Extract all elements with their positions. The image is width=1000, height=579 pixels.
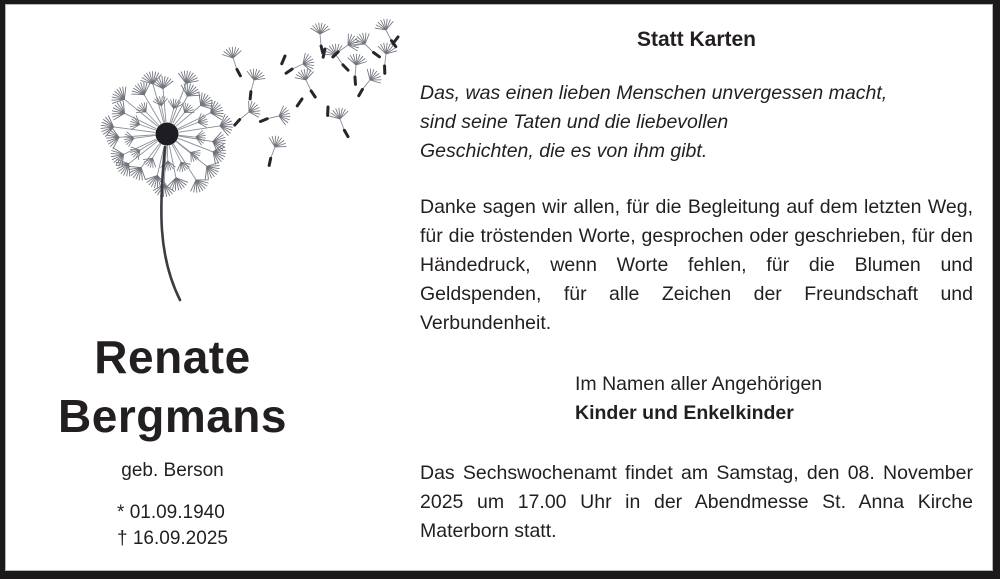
notice-text-column xyxy=(420,4,973,546)
death-date: † 16.09.2025 xyxy=(117,528,228,549)
statt-karten-heading: Statt Karten xyxy=(636,28,757,51)
epigraph-line-1: Das, was einen lieben Menschen unvergessen macht, xyxy=(420,82,888,104)
deceased-block xyxy=(5,328,340,552)
birth-date: * 01.09.1940 xyxy=(117,502,225,523)
epigraph-line-3: Geschichten, die es von ihm gibt. xyxy=(420,140,708,162)
deceased-name xyxy=(5,328,340,446)
maiden-name: geb. Berson xyxy=(121,460,224,481)
signature-line: Im Namen aller Angehörigen xyxy=(575,373,823,395)
signature-block xyxy=(575,370,973,428)
deceased-first-name: Renate xyxy=(94,331,251,383)
dandelion-illustration xyxy=(5,4,425,319)
family-line: Kinder und Enkelkinder xyxy=(575,402,794,424)
thanks-paragraph: Danke sagen wir allen, für die Begleitung auf dem letzten Weg, für die tröstenden Worte, gesprochen oder geschrieben, für den Händedruck, wenn Worte fehlen, für die Blumen und Geldspenden, für alle Zeichen der Freundschaft und Verbundenheit. xyxy=(420,196,973,334)
epigraph xyxy=(420,79,973,166)
life-dates xyxy=(117,500,228,552)
service-paragraph: Das Sechswochenamt findet am Samstag, den 08. November 2025 um 17.00 Uhr in der Abendmesse St. Anna Kirche Materborn statt. xyxy=(420,462,973,542)
deceased-last-name: Bergmans xyxy=(58,390,287,442)
epigraph-line-2: sind seine Taten und die liebevollen xyxy=(420,111,729,133)
